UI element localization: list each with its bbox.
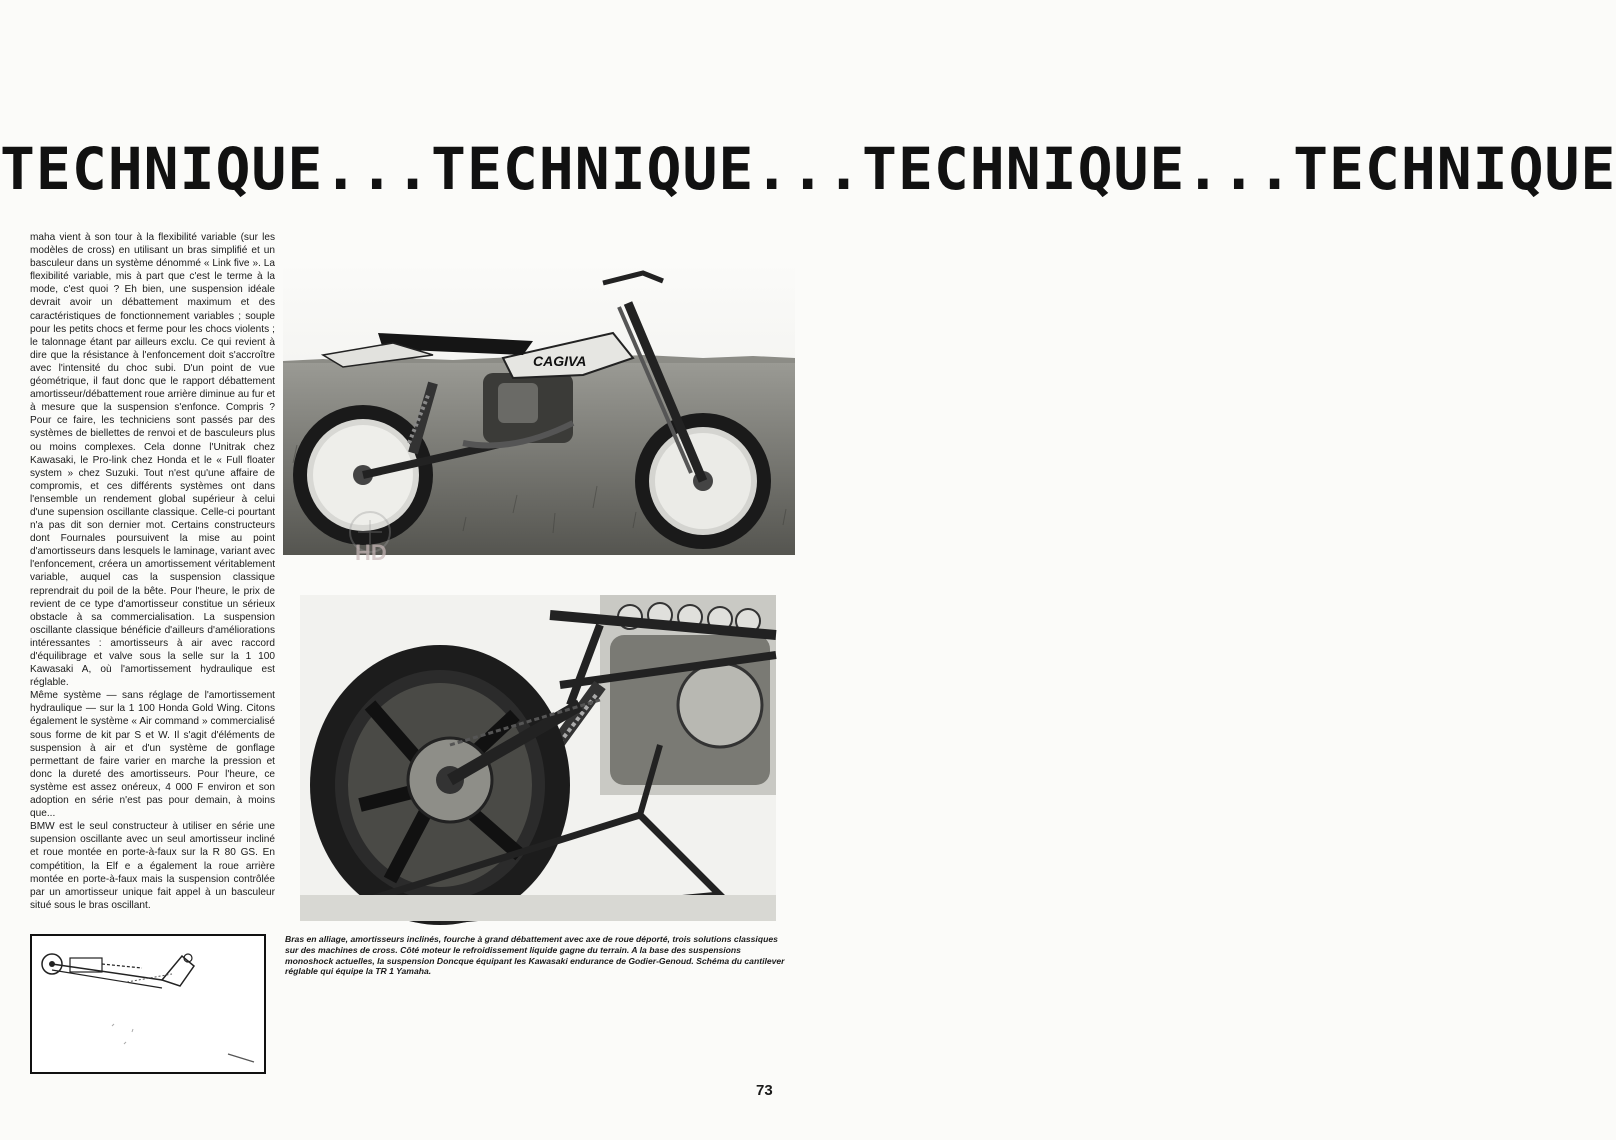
article-column [30, 231, 275, 912]
banner-text: TECHNIQUE...TECHNIQUE...TECHNIQUE...TECHNIQUE [0, 135, 1616, 203]
article-paragraph: BMW est le seul constructeur à utiliser en série une supension oscillante avec un seul amortisseur incliné et roue montée en porte-à-faux sur la R 80 GS. En compétition, la Elf e a également la roue arrière montée en porte-à-faux mais la suspension contrôlée par un amortisseur unique fait appel à un basculeur situé sous le bras oscillant. [30, 821, 275, 911]
photo-caption: Bras en alliage, amortisseurs inclinés, fourche à grand débattement avec axe de roue déporté, trois solutions classiques sur des machines de cross. Côté moteur le refroidissement liquide gagne du terrain. A la base des suspensions monoshock actuelles, la suspension Doncque équipant les Kawasaki endurance de Godier-Genoud. Schéma du cantilever réglable qui équipe la TR 1 Yamaha. [285, 934, 785, 977]
article-paragraph: Même système — sans réglage de l'amortissement hydraulique — sur la 1 100 Honda Gold Wing. Citons également le système « Air command » commercialisé sous forme de kit par S et W. Il s'agit d'éléments de suspension à air et d'un système de gonflage permettant de faire varier en marche la pression et donc la dureté des amortisseurs. Pour l'heure, ce système est assez onéreux, 4 000 F environ et son adoption en série n'est pas pour demain, à moins que... [30, 690, 275, 820]
page-number: 73 [756, 1082, 773, 1099]
article-paragraph: maha vient à son tour à la flexibilité variable (sur les modèles de cross) en utilisant un bras simplifié et un basculeur dans un système dénommé « Link five ». La flexibilité variable, mis à part que c'est le terme à la mode, c'est quoi ? Eh bien, une suspension idéale devrait avoir un débattement maximum et des caractéristiques de fonctionnement variables ; souple pour les petits chocs et ferme pour les chocs violents ; le talonnage étant par ailleurs exclu. Ce qui revient à dire que la résistance à l'enfoncement doit s'accroître avec l'intensité du choc subi. D'un point de vue géométrique, il faut donc que le rapport débattement amortisseur/débattement roue arrière diminue au fur et à mesure que la suspension s'enfonce. Compris ? Pour ce faire, les techniciens sont passés par des systèmes de biellettes de renvoi et de basculeurs plus ou moins complexes. Cela donne l'Unitrak chez Kawasaki, le Pro-link chez Honda et le « Full floater system » chez Suzuki. Tout n'est qu'une affaire de compromis, et ces différents systèmes ont dans l'ensemble un rendement global supérieur à celui d'une supension oscillante classique. Celle-ci pourtant n'a pas dit son dernier mot. Certains constructeurs dont Fournales poursuivent la mise au point d'amortisseurs dans lesquels le laminage, variant avec l'enfoncement, créera un amortissement véritablement variable, auquel cas la suspension classique reprendrait du poil de la bête. Pour l'heure, le prix de revient de ce type d'amortisseur constitue un sérieux obstacle à sa commercialisation. La suspension oscillante classique bénéficie d'ailleurs d'améliorations intéressantes : amortisseurs à air avec raccord d'équilibrage et valve sous la selle sur la 1 100 Kawasaki A, où l'amortissement hydraulique est réglable. [30, 232, 275, 689]
watermark-text: HD [355, 540, 387, 565]
rear-suspension-photo [300, 595, 776, 921]
section-banner [0, 135, 1616, 203]
cantilever-diagram [30, 934, 266, 1074]
tank-brand-label: CAGIVA [533, 353, 587, 369]
